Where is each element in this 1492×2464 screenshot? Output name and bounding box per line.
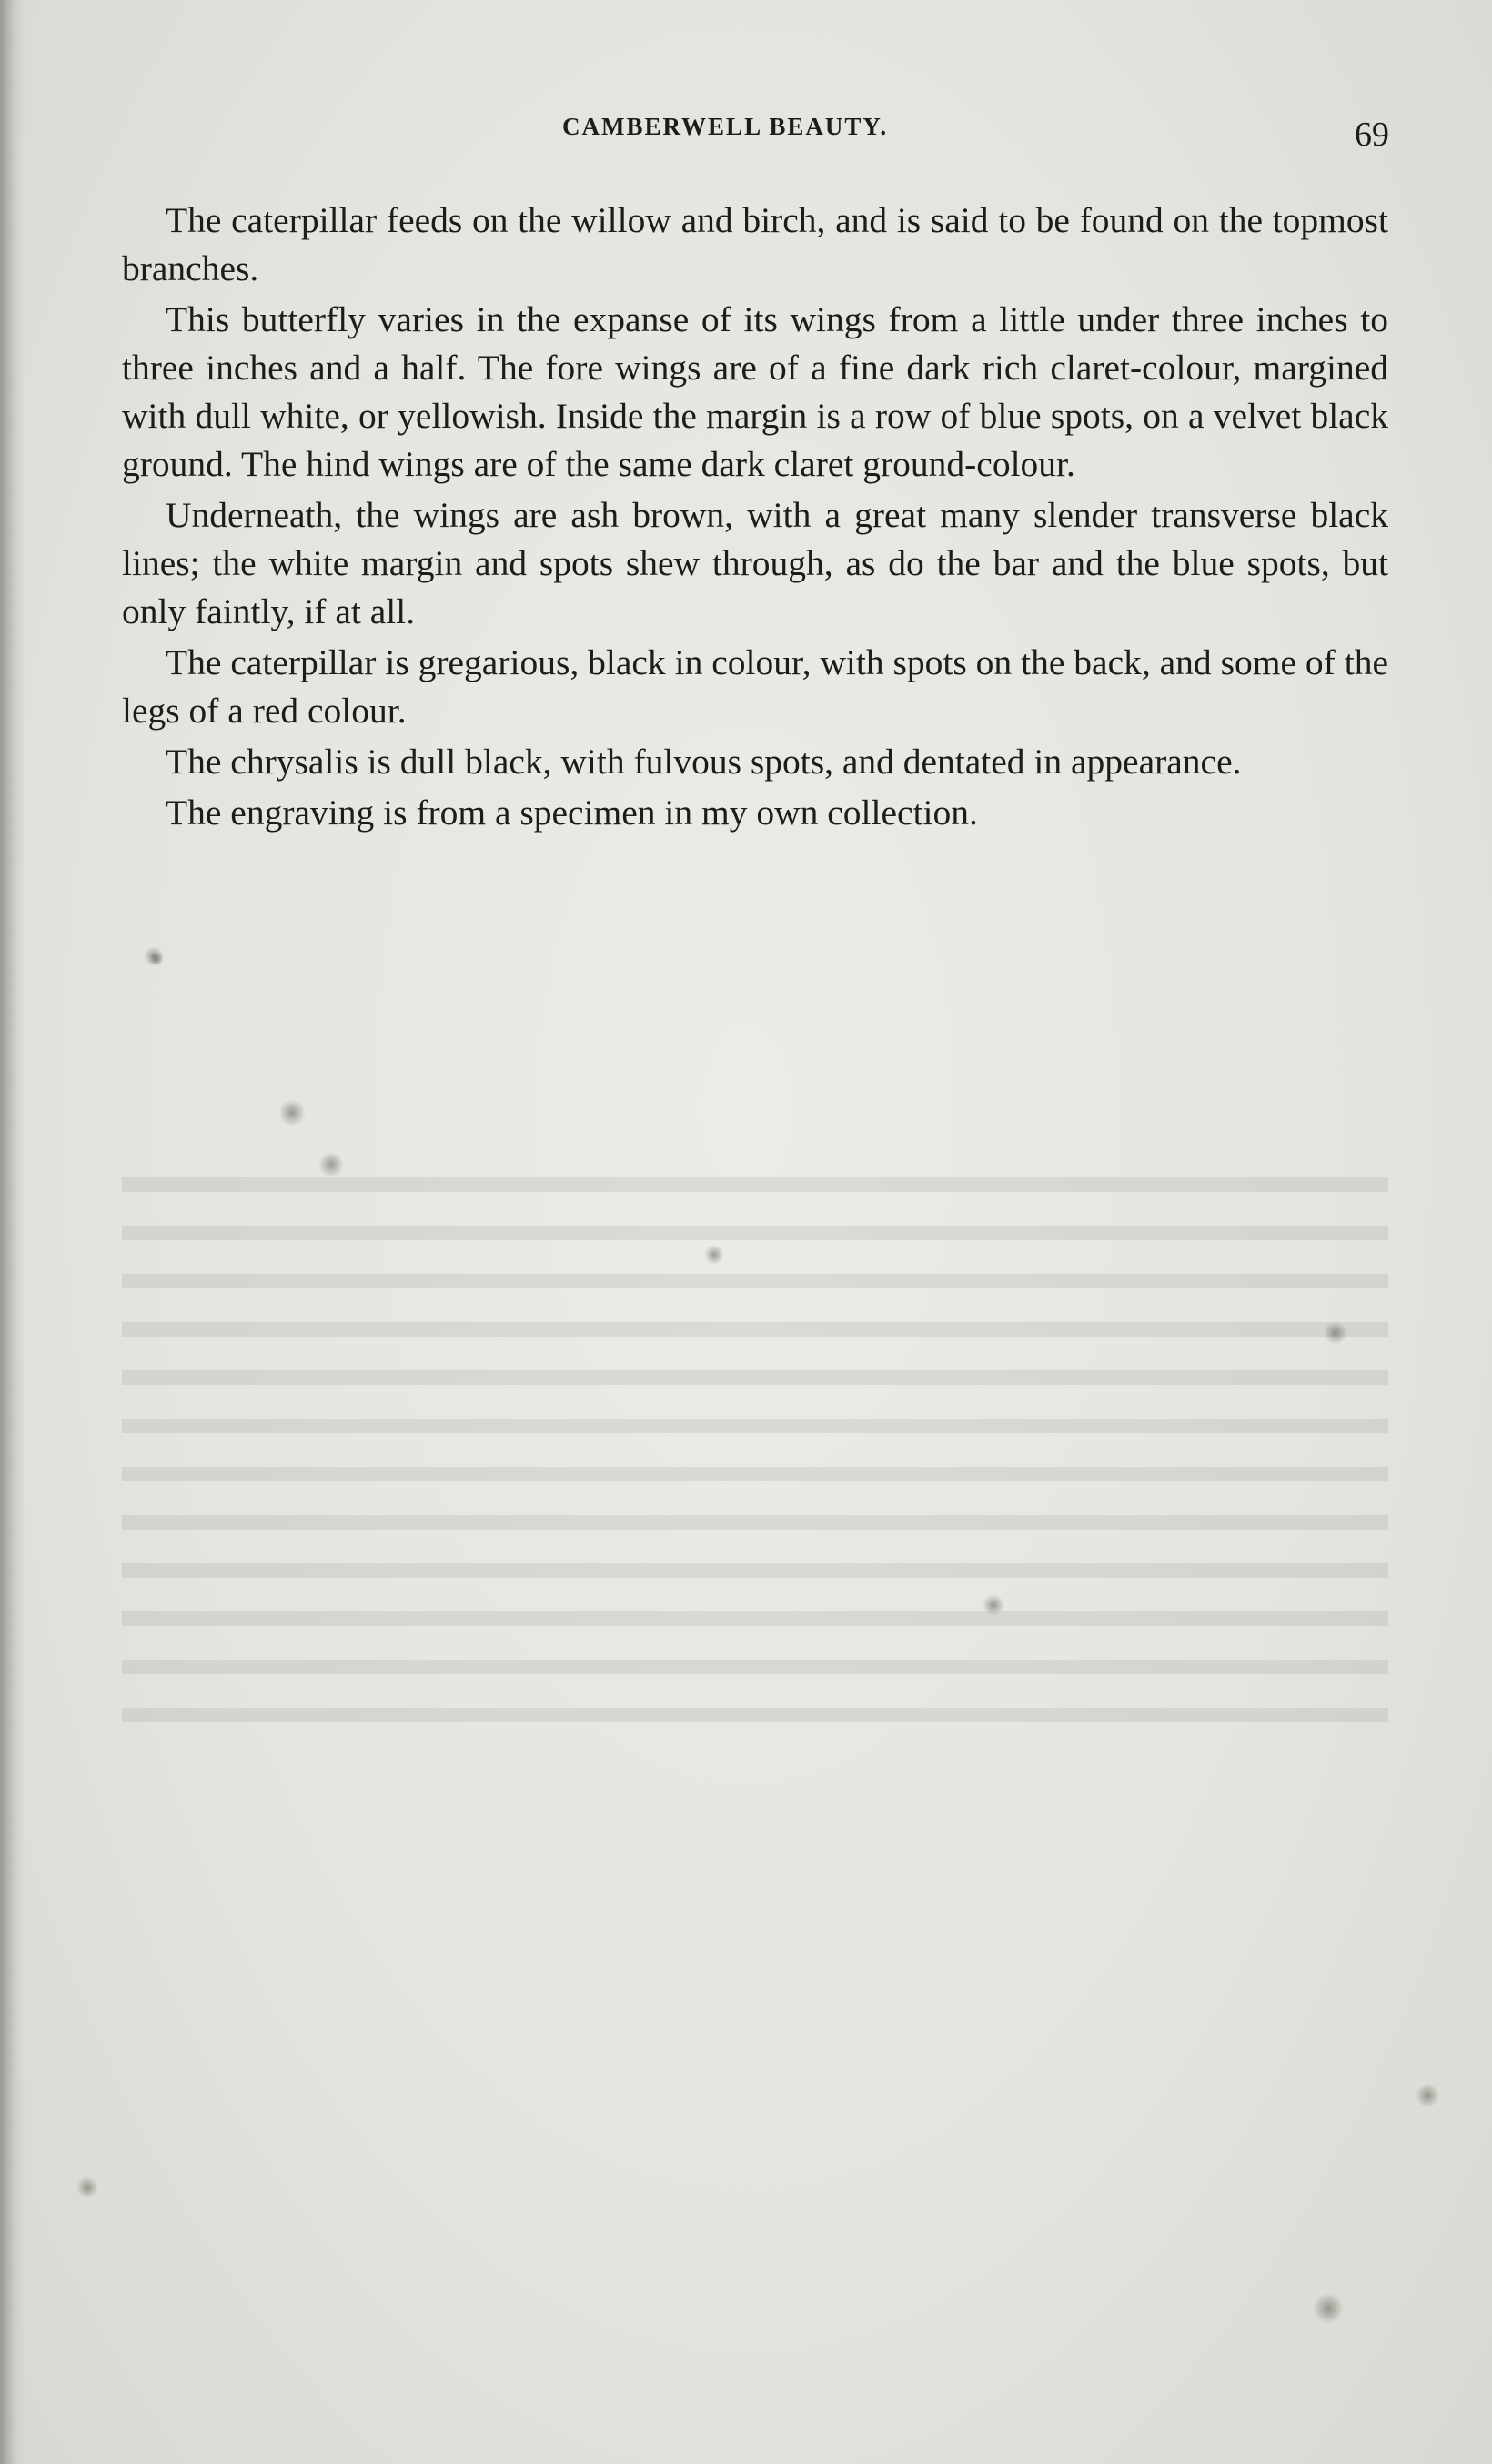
paragraph: The chrysalis is dull black, with fulvous spots, and dentated in appearance. xyxy=(166,742,1242,782)
foxing-spot xyxy=(1324,1321,1347,1345)
page-edge-shadow xyxy=(0,0,25,2464)
page-number: 69 xyxy=(1355,116,1389,154)
paragraph: Underneath, the wings are ash brown, with a great many slender transverse black lines; the white margin and spots shew through, as do the bar and the blue spots, but only faintly, if at all. xyxy=(122,495,1388,631)
body-text xyxy=(122,197,1388,840)
paragraph: The engraving is from a specimen in my own collection. xyxy=(166,793,978,833)
foxing-spot xyxy=(318,1152,344,1177)
foxing-spot xyxy=(983,1594,1004,1616)
foxing-spot xyxy=(76,2176,98,2198)
foxing-spot xyxy=(149,952,164,966)
foxing-spot xyxy=(1313,2293,1344,2324)
foxing-spot xyxy=(704,1245,724,1265)
bleed-through-texture xyxy=(122,1165,1388,1747)
paragraph: The caterpillar feeds on the willow and birch, and is said to be found on the topmost branches. xyxy=(122,200,1388,288)
paragraph: The caterpillar is gregarious, black in colour, with spots on the back, and some of the legs of a red colour. xyxy=(122,642,1388,731)
foxing-spot xyxy=(278,1099,306,1126)
foxing-spot xyxy=(1416,2084,1439,2107)
paragraph: This butterfly varies in the expanse of its wings from a little under three inches to three inches and a half. The fore wings are of a fine dark rich claret-colour, margined with dull white, or yellowish. Inside the margin is a row of blue spots, on a velvet black ground. The hind wings are of the same dark claret ground-colour. xyxy=(122,299,1388,484)
running-title: CAMBERWELL BEAUTY. xyxy=(562,113,889,140)
